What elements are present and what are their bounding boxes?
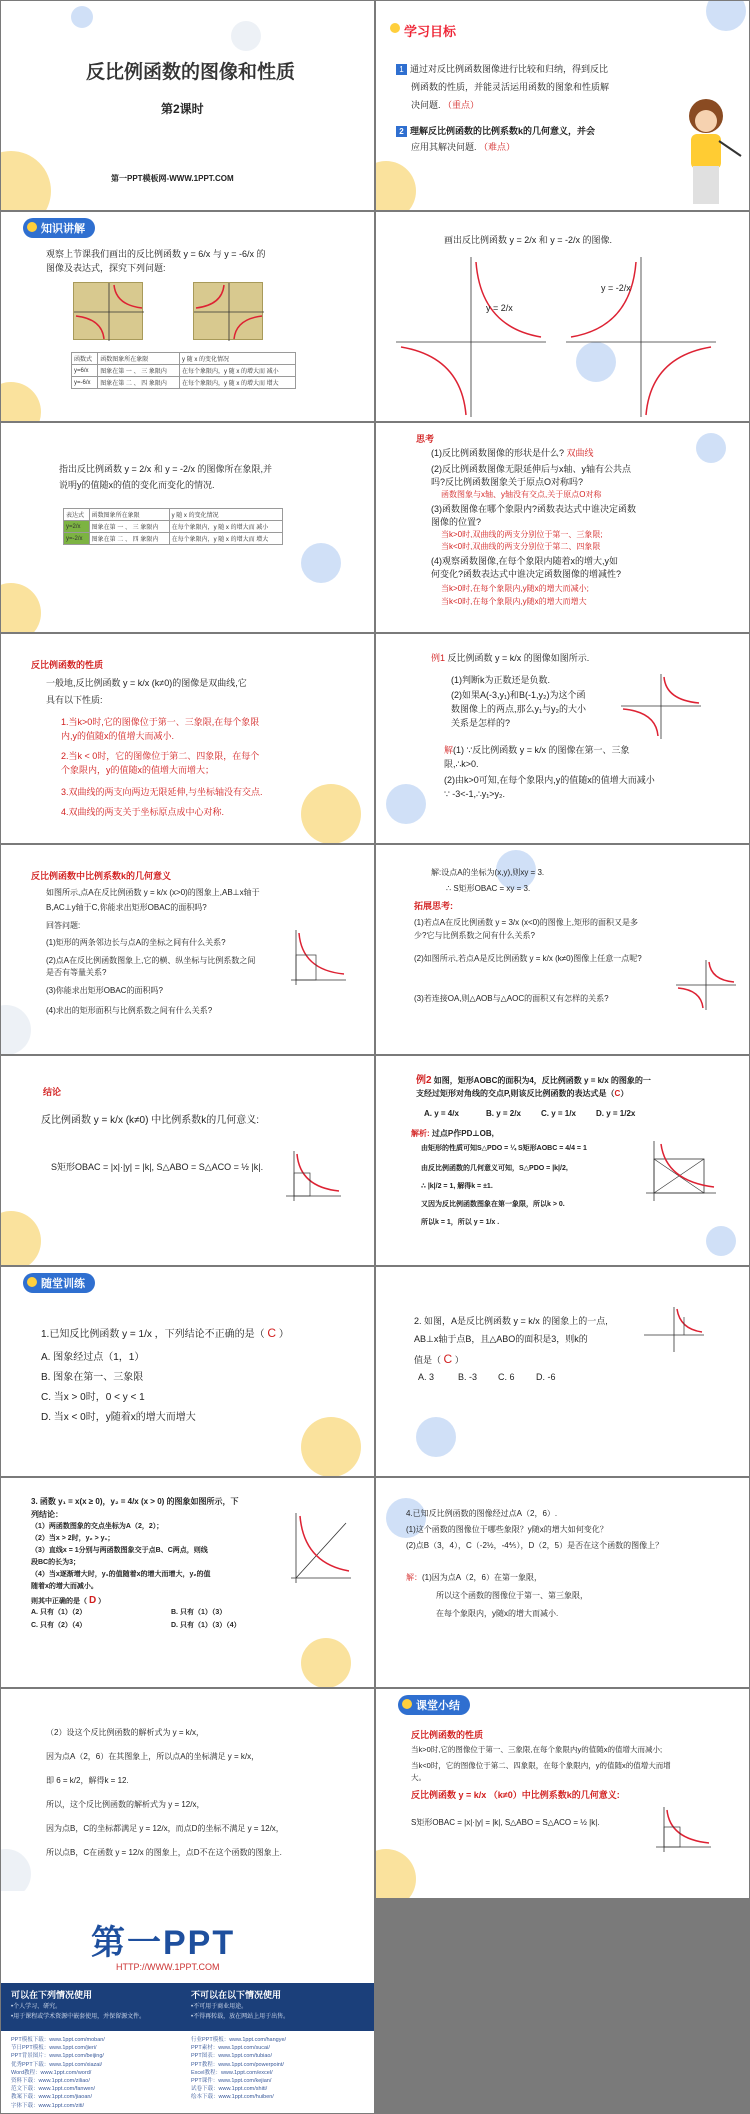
prop-head: 反比例函数的性质 <box>31 660 104 670</box>
sum-p2b: 大。 <box>411 1773 426 1782</box>
graph-pos-6 <box>73 282 143 340</box>
concl-l1: 反比例函数 y = k/x (k≠0) 中比例系数k的几何意义: <box>41 1115 259 1126</box>
k-q1: (1)矩形的两条邻边长与点A的坐标之间有什么关系? <box>46 938 226 947</box>
knowledge-badge: 知识讲解 <box>23 218 95 238</box>
think-q1: (1)反比例函数图像的形状是什么? 双曲线 <box>431 448 594 458</box>
p2-l3: 值是（ C ） <box>414 1352 464 1366</box>
slide-practice1 <box>1 1267 374 1476</box>
ex2-l2: 支经过矩形对角线的交点P,则该反比例函数的表达式是（C） <box>416 1089 629 1098</box>
ex2-opt-b: B. y = 2/x <box>486 1109 521 1118</box>
prop-p2b: 个象限内，y的值随x的值增大而增大； <box>61 765 215 775</box>
footer-link[interactable]: PPT图表：www.1ppt.com/tubiao/ <box>191 2053 273 2060</box>
ex2-opt-c: C. y = 1/x <box>541 1109 576 1118</box>
slide-extension <box>376 845 749 1054</box>
ex1-sol4: ∵ -3<-1,∴y₁>y₂. <box>444 789 506 799</box>
sol-l3: 即 6 = k/2，解得k = 12. <box>46 1776 129 1785</box>
p3-c3: （3）直线x = 1分别与两函数图象交于点B、C两点，则线 <box>31 1547 208 1554</box>
p1-opt-a: A. 图象经过点（1，1） <box>41 1352 145 1363</box>
prop-p2: 2.当k < 0时，它的图像位于第二、四象限，在每个 <box>61 751 260 761</box>
p1-opt-c: C. 当x > 0时，0 < y < 1 <box>41 1392 145 1403</box>
sum-h2: 反比例函数 y = k/x （k≠0）中比例系数k的几何意义: <box>411 1790 620 1800</box>
footer-link[interactable]: 绘本下载：www.1ppt.com/huiben/ <box>191 2094 274 2101</box>
think-a2: 函数图象与x轴、y轴没有交点,关于原点O对称 <box>441 490 602 499</box>
slide-solution <box>1 1689 374 1898</box>
ex1-title: 例1 反比例函数 y = k/x 的图像如图所示. <box>431 653 590 663</box>
intro-line1: 观察上节课我们画出的反比例函数 y = 6/x 与 y = -6/x 的 <box>46 249 266 259</box>
think-a4b: 当k<0时,在每个象限内,y随x的增大而增大 <box>441 597 587 606</box>
think-head: 思考 <box>416 434 435 444</box>
p3-graph <box>286 1513 351 1583</box>
slide-conclusion <box>1 1056 374 1265</box>
footer-link[interactable]: 试卷下载：www.1ppt.com/shiti/ <box>191 2086 268 2093</box>
p4-l2: (1)这个函数的图像位于哪些象限？y随x的增大如何变化？ <box>406 1525 608 1534</box>
p4-l1: 4.已知反比例函数的图像经过点A（2，6）. <box>406 1509 558 1518</box>
footer-link[interactable]: 教案下载：www.1ppt.com/jiaoan/ <box>11 2094 92 2101</box>
slide-practice4 <box>376 1478 749 1687</box>
goal-1: 1 通过对反比例函数图像进行比较和归纳，得到反比 <box>396 63 608 76</box>
ex1-l2: (2)如果A(-3,y₁)和B(-1,y₂)为这个函 <box>451 690 586 700</box>
p1-opt-d: D. 当x < 0时，y随着x的增大而增大 <box>41 1412 196 1423</box>
k-head: 反比例函数中比例系数k的几何意义 <box>31 871 172 881</box>
p3-c5: 则其中正确的是（ D ） <box>31 1595 106 1606</box>
footer-link[interactable]: Word教程：www.1ppt.com/word/ <box>11 2069 92 2076</box>
ext-l1: 解:设点A的坐标为(x,y),则xy = 3. <box>431 868 545 877</box>
cant-use-title: 不可以在以下情况使用 <box>191 1990 282 2000</box>
slide-quadrants <box>1 423 374 632</box>
sol-l4: 所以，这个反比例函数的解析式为 y = 12/x， <box>46 1800 205 1809</box>
k-q4: (4)求出的矩形面积与比例系数之间有什么关系? <box>46 1006 213 1015</box>
p1-question: 1.已知反比例函数 y = 1/x ，下列结论不正确的是（ C ） <box>41 1326 289 1340</box>
q-line2: 说明y的值随x的值的变化而变化的情况. <box>59 480 215 490</box>
p2-l1: 2. 如图，A是反比例函数 y = k/x 的图象上的一点, <box>414 1316 608 1326</box>
p2-l2: AB⊥x轴于点B，且△ABO的面积是3，则k的 <box>414 1334 588 1344</box>
ex2-s6: 所以k = 1，所以 y = 1/x . <box>421 1219 500 1226</box>
p3-opt-b: B. 只有（1）（3） <box>171 1609 227 1616</box>
footer-link[interactable]: PPT教程：www.1ppt.com/powerpoint/ <box>191 2061 284 2068</box>
p3-c4: （4）当x逐渐增大时，y₁的值随着x的增大而增大，y₂的值 <box>31 1571 211 1578</box>
prop-l2: 具有以下性质: <box>46 695 103 705</box>
label-y-2-over-x: y = 2/x <box>486 303 513 313</box>
k-q2: (2)点A在反比例函数图象上,它的横、纵坐标与比例系数之间 <box>46 956 256 965</box>
footer-link[interactable]: 行业PPT模板：www.1ppt.com/hangye/ <box>191 2037 287 2043</box>
p4-s1: 解：(1)因为点A（2，6）在第一象限， <box>406 1573 543 1582</box>
p1-opt-b: B. 图象在第一、三象限 <box>41 1372 144 1383</box>
p3-c1: （1）两函数图象的交点坐标为A（2，2）； <box>31 1523 164 1530</box>
sum-h1: 反比例函数的性质 <box>411 1730 484 1740</box>
footer-link[interactable]: 优秀PPT下载：www.1ppt.com/xiazai/ <box>11 2061 103 2068</box>
footer-link[interactable]: PPT素材：www.1ppt.com/sucai/ <box>191 2045 270 2052</box>
footer-link[interactable]: PPT背景图片：www.1ppt.com/beijing/ <box>11 2053 104 2060</box>
ext-q1: (1)若点A在反比例函数 y = 3/x (x<0)的图像上,矩形的面积又是多 <box>414 918 639 927</box>
cant-use-1: •不可用于商业用途。 <box>191 2004 248 2010</box>
sum-formula: S矩形OBAC = |x|·|y| = |k|, S△ABO = S△ACO = ½ |k|. <box>411 1818 600 1827</box>
p3-opt-a: A. 只有（1）（2） <box>31 1609 87 1616</box>
ext-graph <box>676 960 736 1010</box>
footer-link[interactable]: 范文下载：www.1ppt.com/fanwen/ <box>11 2086 96 2093</box>
ex1-graph <box>621 674 701 739</box>
q-line1: 指出反比例函数 y = 2/x 和 y = -2/x 的图像所在象限,并 <box>59 464 273 474</box>
prop-p3: 3.双曲线的两支向两边无限延伸,与坐标轴没有交点. <box>61 787 263 797</box>
ex2-opt-a: A. y = 4/x <box>424 1109 459 1118</box>
ext-q1b: 少?它与比例系数之间有什么关系? <box>414 931 535 940</box>
ex2-s4: ∴ |k|/2 = 1, 解得k = ±1. <box>421 1183 493 1190</box>
graph-y-neg2-over-x <box>566 257 716 417</box>
slide-practice2 <box>376 1267 749 1476</box>
prop-p1b: 内,y的值随x的值增大而减小. <box>61 731 175 741</box>
slide-title-text: 反比例函数的图像和性质 <box>86 62 296 83</box>
footer-usage-band <box>1 1983 374 2031</box>
think-a4: 当k>0时,在每个象限内,y随x的增大而减小; <box>441 584 589 593</box>
cant-use-2: •不得再转载，放在网站上用于出售。 <box>191 2014 290 2020</box>
sum-p2: 当k<0时，它的图像位于第二、四象限，在每个象限内，y的值随x的值增大而增 <box>411 1761 671 1770</box>
goal-1-line2: 例函数的性质，并能灵活运用函数的图象和性质解 <box>411 82 610 92</box>
ex1-sol2: 限,∴k>0. <box>444 759 479 769</box>
footer-link[interactable]: 节日PPT模板：www.1ppt.com/jieri/ <box>11 2045 97 2052</box>
graph-neg-6 <box>193 282 263 340</box>
p3-c3b: 段BC的长为3； <box>31 1559 81 1566</box>
summary-table: 函数式 函数图象所在象限 y 随 x 的变化情况 y=6/x 图象在第 一 、 三 象限内 在每个象限内，y 随 x 的增大而 减小 y=-6/x 图象在第 二 、 四 象限内 在每个象限内，y 随 x 的增大而 增大 <box>71 352 296 389</box>
ex2-s1: 解析: 过点P作PD⊥OB, <box>411 1129 494 1138</box>
sol-l1: （2）设这个反比例函数的解析式为 y = k/x， <box>46 1728 205 1737</box>
slide-example1 <box>376 634 749 843</box>
footer-panel <box>1 1891 374 2113</box>
p2-graph <box>644 1307 704 1352</box>
p3-c2: （2）当x > 2时，y₂ > y₁； <box>31 1535 115 1542</box>
think-q4: (4)观察函数图像,在每个象限内随着x的增大,y如 <box>431 556 619 566</box>
think-a3b: 当k<0时,双曲线的两支分别位于第二、四象限 <box>441 542 601 551</box>
p3-c4b: 随着x的增大而减小。 <box>31 1583 98 1590</box>
p3-l1: 3. 函数 y₁ = x(x ≥ 0)，y₂ = 4/x (x > 0) 的图象如图所示，下 <box>31 1497 239 1506</box>
slide-think <box>376 423 749 632</box>
site-label: 第一PPT模板网-WWW.1PPT.COM <box>111 174 234 183</box>
p4-l3: (2)点B（3，4），C（-2½，-4⅘），D（2，5）是否在这个函数的图像上？ <box>406 1541 664 1550</box>
goal-1-line3: 决问题. （重点） <box>411 100 480 110</box>
p4-s3: 在每个象限内，y随x的增大而减小. <box>436 1609 559 1618</box>
think-q3b: 图像的位置? <box>431 517 482 527</box>
think-q3: (3)函数图像在哪个象限内?函数表达式中谁决定函数 <box>431 504 637 514</box>
slide-k-meaning <box>1 845 374 1054</box>
think-a3: 当k>0时,双曲线的两支分别位于第一、三象限; <box>441 530 603 539</box>
ext-q3: (3)若连接OA,则△AOB与△AOC的面积又有怎样的关系? <box>414 994 609 1003</box>
ex2-l1: 例2 如图，矩形AOBC的面积为4，反比例函数 y = k/x 的图象的一 <box>416 1075 651 1086</box>
k-l2: B,AC⊥y轴于C,你能求出矩形OBAC的面积吗? <box>46 903 207 912</box>
prop-p1: 1.当k>0时,它的图像位于第一、三象限,在每个象限 <box>61 717 260 727</box>
summary-badge: 课堂小结 <box>398 1695 470 1715</box>
think-q4b: 何变化?函数表达式中谁决定函数图像的增减性? <box>431 569 622 579</box>
can-use-title: 可以在下列情况使用 <box>11 1990 93 2000</box>
slide-goals <box>376 1 749 210</box>
can-use-1: •个人学习、研究。 <box>11 2004 62 2010</box>
ext-q2: (2)如图所示,若点A是反比例函数 y = k/x (k≠0)图像上任意一点呢? <box>414 954 642 963</box>
think-q2: (2)反比例函数图像无限延伸后与x轴、y轴有公共点 <box>431 464 632 474</box>
footer-link[interactable]: PPT课件：www.1ppt.com/kejian/ <box>191 2078 272 2084</box>
footer-url[interactable]: HTTP://WWW.1PPT.COM <box>116 1962 220 1972</box>
k-l1: 如图所示,点A在反比例函数 y = k/x (x>0)的图象上,AB⊥x轴于 <box>46 888 260 897</box>
sum-p1: 当k>0时,它的图像位于第一、三象限,在每个象限内y的值随x的值增大而减小; <box>411 1745 663 1754</box>
k-graph <box>286 930 346 985</box>
p2-opt-b: B. -3 <box>458 1372 478 1382</box>
ex1-sol3: (2)由k>0可知,在每个象限内,y的值随x的值增大而减小 <box>444 775 655 785</box>
slide-example2 <box>376 1056 749 1265</box>
ex2-s3: 由反比例函数的几何意义可知，S△PDO = |k|/2, <box>421 1165 568 1172</box>
ex2-graph <box>646 1141 716 1201</box>
k-l3: 回答问题: <box>46 921 81 930</box>
concl-formula: S矩形OBAC = |x|·|y| = |k|, S△ABO = S△ACO = ½ |k|. <box>51 1162 264 1172</box>
goal-2-line2: 应用其解决问题. （难点） <box>411 142 516 152</box>
quadrant-table: 表达式 函数图象所在象限 y 随 x 的变化情况 y=2/x 图象在第 一 、 三 象限内 在每个象限内，y 随 x 的增大而 减小 y=-2/x 图象在第 二 、 四 象限内 在每个象限内，y 随 x 的增大而 增大 <box>63 508 283 545</box>
ex1-l3: 数图像上的两点,那么y₁与y₂的大小 <box>451 704 587 714</box>
footer-logo: 第一PPT <box>91 1924 236 1962</box>
slide-knowledge <box>1 212 374 421</box>
p2-opt-c: C. 6 <box>498 1372 515 1382</box>
slide-title <box>1 1 374 210</box>
intro-line2: 图像及表达式，探究下列问题: <box>46 263 166 273</box>
graph-y-2-over-x <box>396 257 546 417</box>
footer-link[interactable]: PPT模板下载：www.1ppt.com/moban/ <box>11 2037 105 2043</box>
can-use-2: •用于课程或学术资源中嵌套使用，并保留源文件。 <box>11 2014 146 2020</box>
slide-subtitle: 第2课时 <box>161 102 204 116</box>
sol-l2: 因为点A（2，6）在其图象上，所以点A的坐标满足 y = k/x， <box>46 1752 260 1761</box>
concl-graph <box>286 1151 341 1201</box>
slide-practice3 <box>1 1478 374 1687</box>
k-q3: (3)你能求出矩形OBAC的面积吗? <box>46 986 163 995</box>
p2-opt-d: D. -6 <box>536 1372 556 1382</box>
teacher-illustration <box>671 96 746 206</box>
p3-opt-d: D. 只有（1）（3）（4） <box>171 1622 241 1629</box>
concl-head: 结论 <box>43 1087 62 1097</box>
k-q2b: 是否有等量关系? <box>46 968 107 977</box>
slide-summary <box>376 1689 749 1898</box>
goals-badge: 学习目标 <box>386 19 466 42</box>
prop-l1: 一般地,反比例函数 y = k/x (k≠0)的图像是双曲线,它 <box>46 678 247 688</box>
label-y-neg2-over-x: y = -2/x <box>601 283 631 293</box>
ext-head: 拓展思考: <box>414 901 453 911</box>
p3-l2: 列结论： <box>31 1510 63 1519</box>
sol-l5: 因为点B，C的坐标都满足 y = 12/x，而点D的坐标不满足 y = 12/x， <box>46 1824 284 1833</box>
prop-p4: 4.双曲线的两支关于坐标原点成中心对称. <box>61 807 225 817</box>
slide-properties <box>1 634 374 843</box>
p3-opt-c: C. 只有（2）（4） <box>31 1622 87 1629</box>
p4-s2: 所以这个函数的图像位于第一、第三象限， <box>436 1591 588 1600</box>
think-q2b: 吗?反比例函数图象关于原点O对称吗? <box>431 477 584 487</box>
ex1-sol1: 解(1) ∵反比例函数 y = k/x 的图像在第一、三象 <box>444 745 630 755</box>
ex2-s5: 又因为反比例函数图象在第一象限，所以k > 0. <box>421 1201 565 1208</box>
ex1-l1: (1)判断k为正数还是负数. <box>451 675 551 685</box>
ex2-s2: 由矩形的性质可知S△PDO = ¼ S矩形AOBC = 4/4 = 1 <box>421 1145 587 1152</box>
ext-l2: ∴ S矩形OBAC = xy = 3. <box>446 884 531 893</box>
sum-graph <box>656 1807 711 1852</box>
ex1-l4: 关系是怎样的? <box>451 718 511 728</box>
slide-draw-graphs <box>376 212 749 421</box>
goal-2: 2 理解反比例函数的比例系数k的几何意义，并会 <box>396 125 595 138</box>
footer-link[interactable]: 字体下载：www.1ppt.com/ziti/ <box>11 2102 85 2109</box>
footer-link[interactable]: 资料下载：www.1ppt.com/ziliao/ <box>11 2078 90 2084</box>
p2-opt-a: A. 3 <box>418 1372 435 1382</box>
sol-l6: 所以点B，C在函数 y = 12/x 的图象上，点D不在这个函数的图象上. <box>46 1848 282 1857</box>
ex2-opt-d: D. y = 1/2x <box>596 1109 636 1118</box>
draw-instruction: 画出反比例函数 y = 2/x 和 y = -2/x 的图像. <box>444 235 613 245</box>
footer-link[interactable]: Excel教程：www.1ppt.com/excel/ <box>191 2069 273 2076</box>
practice-badge: 随堂训练 <box>23 1273 95 1293</box>
